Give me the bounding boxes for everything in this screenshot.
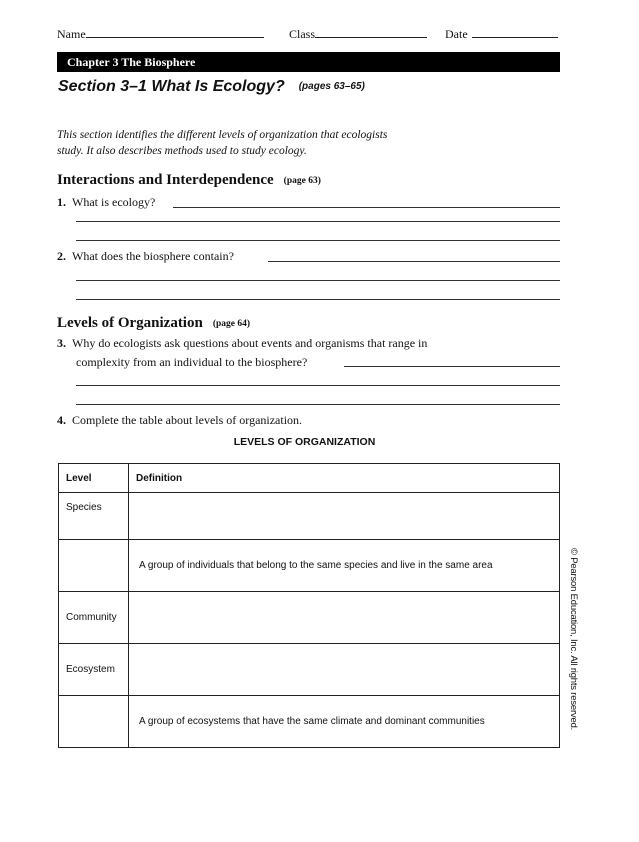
table-row (59, 696, 560, 748)
name-field[interactable] (57, 27, 264, 42)
copyright-text: © Pearson Education, Inc. All rights reserved. (568, 548, 579, 731)
level-cell: Species (59, 493, 129, 540)
levels-page: (page 64) (212, 318, 251, 329)
table-row (59, 592, 560, 644)
q1-number: 1. (57, 195, 66, 209)
definition-cell[interactable] (129, 592, 560, 644)
q2-text: What does the biosphere contain? (72, 249, 234, 263)
question-3 (57, 336, 427, 351)
column-header-definition: Definition (129, 464, 560, 493)
q1-answer-line[interactable] (76, 221, 560, 222)
q3-answer-line[interactable] (344, 366, 560, 367)
intro-line-1: This section identifies the different levels of organization that ecologists (57, 129, 388, 141)
q2-answer-line[interactable] (76, 280, 560, 281)
definition-cell: A group of ecosystems that have the same climate and dominant communities (129, 696, 560, 748)
intro-line-2: study. It also describes methods used to study ecology. (57, 145, 307, 157)
date-label: Date (445, 27, 468, 41)
name-label: Name (57, 27, 86, 41)
level-cell[interactable] (59, 540, 129, 592)
name-blank[interactable] (86, 27, 264, 38)
q3-line-2: complexity from an individual to the biosphere? (76, 355, 308, 369)
question-2 (57, 249, 234, 264)
definition-cell[interactable] (129, 493, 560, 540)
table-title: LEVELS OF ORGANIZATION (233, 436, 376, 448)
q2-number: 2. (57, 249, 66, 263)
section-intro (57, 127, 437, 159)
question-1 (57, 195, 155, 210)
interactions-page: (page 63) (283, 175, 321, 186)
q1-text: What is ecology? (72, 195, 156, 209)
table-row (59, 644, 560, 696)
interactions-heading (57, 172, 321, 189)
q2-answer-line[interactable] (76, 299, 560, 300)
section-title (58, 78, 365, 96)
question-4 (57, 413, 302, 428)
date-blank[interactable] (472, 27, 558, 38)
q3-answer-line[interactable] (76, 404, 560, 405)
level-cell: Ecosystem (59, 644, 129, 696)
class-label: Class (289, 27, 316, 41)
levels-table (58, 463, 560, 748)
q3-line-1: Why do ecologists ask questions about events and organisms that range in (72, 336, 428, 350)
chapter-bar: Chapter 3 The Biosphere (57, 52, 560, 72)
q4-text: Complete the table about levels of organization. (72, 413, 303, 427)
class-field[interactable] (289, 27, 427, 42)
class-blank[interactable] (315, 27, 427, 38)
column-header-level: Level (59, 464, 129, 493)
definition-cell[interactable] (129, 644, 560, 696)
level-cell[interactable] (59, 696, 129, 748)
q3-answer-line[interactable] (76, 385, 560, 386)
section-title-text: Section 3–1 What Is Ecology? (58, 78, 285, 95)
q3-number: 3. (57, 336, 66, 350)
levels-heading-text: Levels of Organization (57, 315, 203, 331)
table-row (59, 493, 560, 540)
interactions-heading-text: Interactions and Interdependence (57, 172, 274, 188)
definition-cell: A group of individuals that belong to the same species and live in the same area (129, 540, 560, 592)
q1-answer-line[interactable] (76, 240, 560, 241)
date-field[interactable] (445, 27, 558, 42)
section-pages: (pages 63–65) (298, 81, 365, 93)
q4-number: 4. (57, 413, 66, 427)
copyright-notice (568, 548, 591, 731)
q1-answer-line[interactable] (173, 207, 560, 208)
level-cell: Community (59, 592, 129, 644)
table-header-row (59, 464, 560, 493)
q2-answer-line[interactable] (268, 261, 560, 262)
levels-heading (57, 315, 250, 332)
table-row (59, 540, 560, 592)
